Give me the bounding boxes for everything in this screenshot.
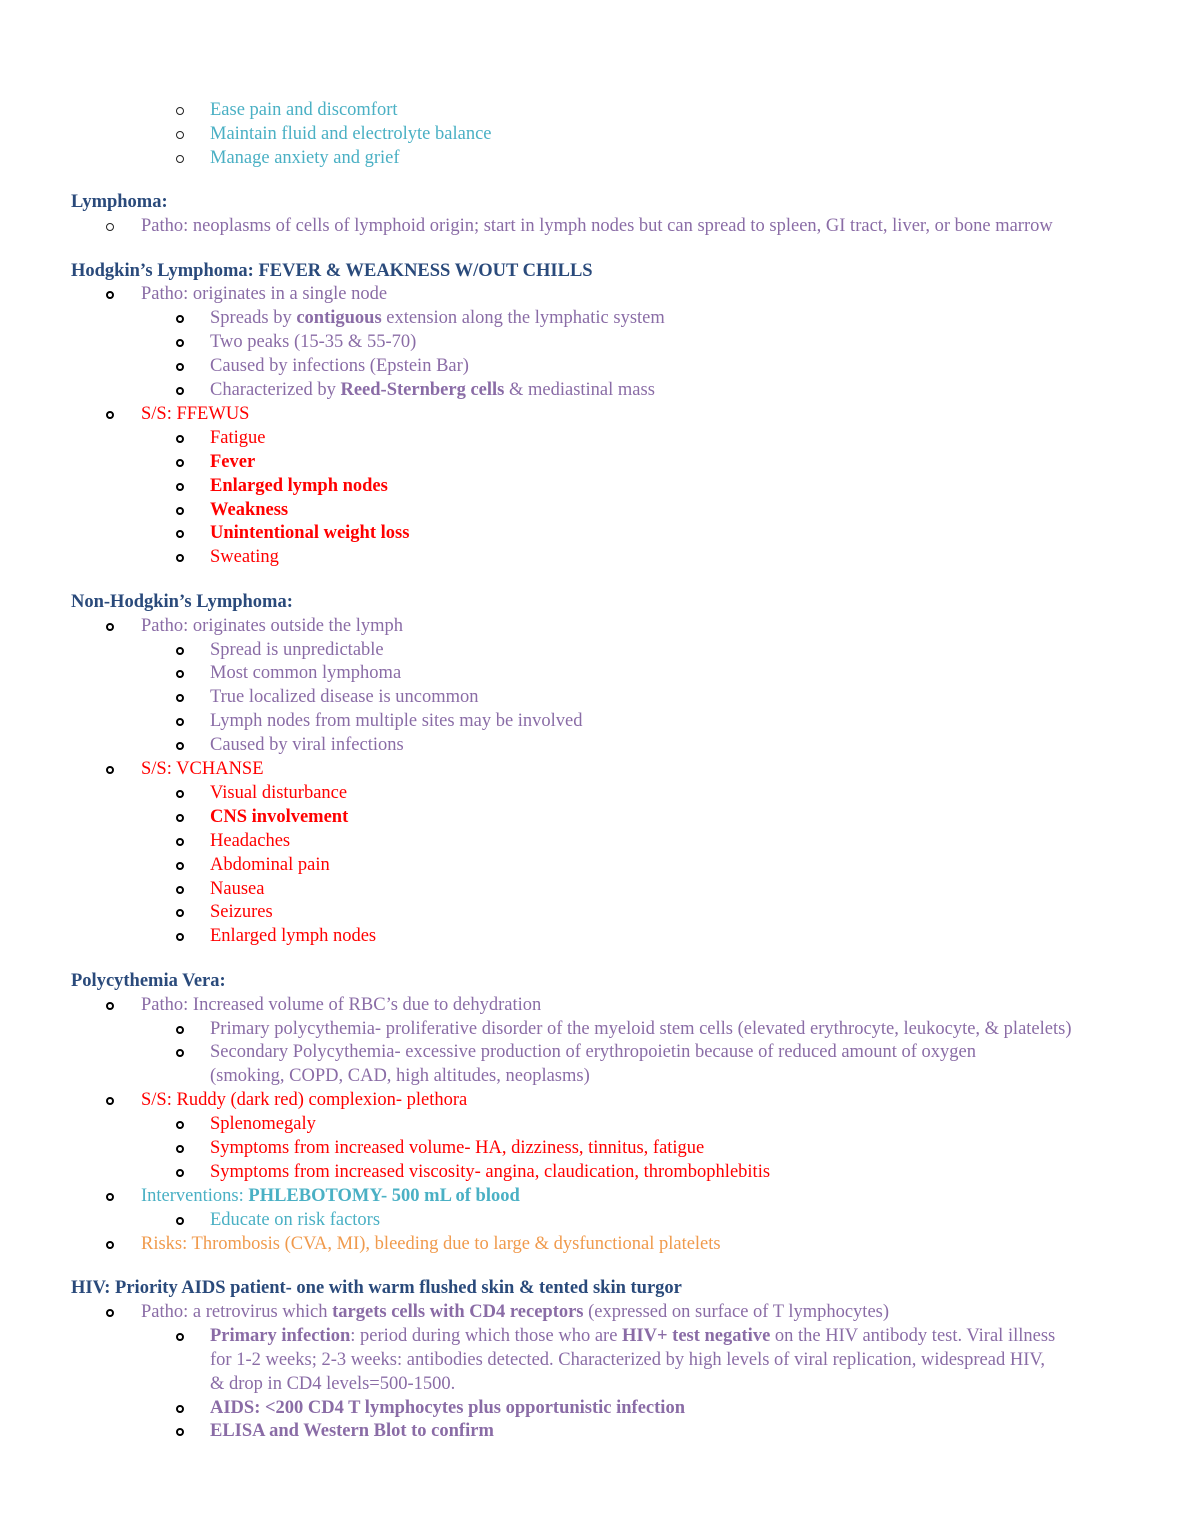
- list-item-text: [210, 1064, 590, 1088]
- list-item-text: [141, 1232, 721, 1256]
- list-item-text: [210, 378, 655, 402]
- bullet-circle-icon: [176, 507, 184, 515]
- bullet-circle-icon: [176, 131, 184, 139]
- bullet-circle-icon: [176, 742, 184, 750]
- bullet-circle-icon: [176, 670, 184, 678]
- text-run: Abdominal pain: [210, 854, 330, 875]
- section-heading: [71, 259, 593, 283]
- list-item-text: [141, 1184, 520, 1208]
- text-run: Patho: a retrovirus which: [141, 1301, 333, 1322]
- text-run: extension along the lymphatic system: [381, 308, 665, 329]
- text-run: S/S: VCHANSE: [141, 759, 264, 779]
- list-item-text: [210, 146, 400, 170]
- text-run: Polycythemia Vera:: [71, 970, 226, 991]
- text-run: Symptoms from increased volume- HA, dizziness, tinnitus, fatigue: [210, 1138, 705, 1158]
- bullet-circle-icon: [176, 1026, 184, 1034]
- text-run: Primary infection: [210, 1325, 351, 1346]
- list-item-text: [210, 1112, 316, 1136]
- text-run: Reed-Sternberg cells: [340, 380, 505, 400]
- list-item-text: [210, 638, 384, 662]
- bullet-circle-icon: [176, 363, 184, 371]
- text-run: Spreads by: [210, 308, 297, 329]
- bullet-circle-icon: [176, 1405, 184, 1413]
- list-item-text: [141, 993, 541, 1017]
- text-run: Lymphoma:: [71, 192, 168, 213]
- bullet-circle-icon: [176, 459, 184, 467]
- list-item-text: [141, 1300, 889, 1324]
- bullet-circle-icon: [176, 1169, 184, 1177]
- bullet-circle-icon: [176, 530, 184, 538]
- text-run: S/S: FFEWUS: [141, 403, 250, 424]
- section-heading: [71, 190, 168, 214]
- list-item-text: [210, 685, 479, 709]
- list-item-text: [210, 661, 401, 685]
- text-run: Primary polycythemia- proliferative disorder of the myeloid stem cells (elevated erythrocyte, leukocyte, & platelets): [210, 1018, 1072, 1039]
- list-item-text: [141, 282, 387, 306]
- text-run: Nausea: [210, 878, 265, 899]
- text-run: Symptoms from increased viscosity- angina, claudication, thrombophlebitis: [210, 1161, 771, 1182]
- bullet-circle-icon: [106, 223, 114, 231]
- bullet-circle-icon: [106, 1309, 114, 1317]
- text-run: Weakness: [210, 499, 289, 520]
- text-run: PHLEBOTOMY- 500 mL of blood: [248, 1185, 520, 1206]
- list-item-text: [210, 1040, 976, 1064]
- text-run: ELISA and Western Blot to confirm: [210, 1421, 494, 1442]
- text-run: Most common lymphoma: [210, 663, 402, 684]
- list-item-text: [210, 545, 279, 569]
- text-run: contiguous: [296, 308, 382, 329]
- text-run: Educate on risk factors: [210, 1209, 381, 1230]
- section-heading: [71, 1276, 682, 1300]
- text-run: Patho: neoplasms of cells of lymphoid origin; start in lymph nodes but can spread to spleen, GI tract, liver, or bone marrow: [141, 216, 1053, 237]
- list-item-text: [210, 1372, 455, 1396]
- text-run: Seizures: [210, 902, 273, 923]
- bullet-circle-icon: [176, 107, 184, 115]
- bullet-circle-icon: [176, 554, 184, 562]
- bullet-circle-icon: [176, 647, 184, 655]
- list-item-text: [210, 900, 273, 924]
- bullet-circle-icon: [176, 339, 184, 347]
- list-item-text: [210, 474, 388, 498]
- bullet-circle-icon: [176, 838, 184, 846]
- text-run: Unintentional weight loss: [210, 523, 410, 544]
- section-heading: [71, 590, 293, 614]
- list-item-text: [210, 426, 266, 450]
- text-run: Risks: Thrombosis (CVA, MI), bleeding due to large & dysfunctional platelets: [141, 1233, 721, 1254]
- bullet-circle-icon: [106, 411, 114, 419]
- bullet-circle-icon: [176, 790, 184, 798]
- text-run: Manage anxiety and grief: [210, 147, 400, 168]
- list-item-text: [210, 1017, 1072, 1041]
- text-run: & mediastinal mass: [504, 380, 655, 400]
- list-item-text: [210, 1348, 1045, 1372]
- bullet-circle-icon: [176, 718, 184, 726]
- bullet-circle-icon: [106, 766, 114, 774]
- text-run: Two peaks (15-35 & 55-70): [210, 332, 417, 353]
- bullet-circle-icon: [176, 909, 184, 917]
- list-item-text: [210, 781, 347, 805]
- bullet-circle-icon: [176, 886, 184, 894]
- list-item-text: [210, 330, 416, 354]
- list-item-text: [210, 98, 398, 122]
- text-run: AIDS: <200 CD4 T lymphocytes plus opportunistic infection: [210, 1397, 685, 1418]
- list-item-text: [210, 924, 376, 948]
- list-item-text: [210, 1160, 770, 1184]
- text-run: Splenomegaly: [210, 1114, 316, 1135]
- text-run: Visual disturbance: [210, 782, 348, 803]
- text-run: Patho: originates outside the lymph: [141, 615, 404, 636]
- bullet-circle-icon: [176, 814, 184, 822]
- text-run: Fatigue: [210, 427, 266, 448]
- text-run: Non-Hodgkin’s Lymphoma:: [71, 591, 293, 612]
- list-item-text: [210, 1396, 685, 1420]
- bullet-circle-icon: [106, 1193, 114, 1201]
- bullet-circle-icon: [106, 623, 114, 631]
- text-run: CNS involvement: [210, 806, 349, 827]
- list-item-text: [210, 306, 665, 330]
- text-run: Patho: Increased volume of RBC’s due to dehydration: [141, 994, 542, 1015]
- text-run: Characterized by: [210, 380, 341, 400]
- text-run: Caused by infections (Epstein Bar): [210, 356, 469, 377]
- list-item-text: [210, 1419, 494, 1443]
- text-run: Spread is unpredictable: [210, 639, 384, 660]
- text-run: HIV+ test negative: [622, 1325, 771, 1346]
- text-run: True localized disease is uncommon: [210, 687, 479, 708]
- bullet-circle-icon: [176, 435, 184, 443]
- text-run: Lymph nodes from multiple sites may be involved: [210, 711, 583, 732]
- text-run: Caused by viral infections: [210, 735, 404, 756]
- list-item-text: [141, 214, 1053, 238]
- list-item-text: [210, 709, 583, 733]
- bullet-circle-icon: [176, 483, 184, 491]
- bullet-circle-icon: [176, 1217, 184, 1225]
- text-run: (expressed on surface of T lymphocytes): [583, 1301, 890, 1322]
- list-item-text: [141, 402, 249, 426]
- bullet-circle-icon: [176, 1121, 184, 1129]
- bullet-circle-icon: [176, 1145, 184, 1153]
- text-run: Sweating: [210, 547, 279, 568]
- bullet-circle-icon: [176, 315, 184, 323]
- section-heading: [71, 969, 226, 993]
- text-run: S/S: Ruddy (dark red) complexion- plethora: [141, 1090, 468, 1111]
- text-run: targets cells with CD4 receptors: [332, 1301, 584, 1322]
- bullet-circle-icon: [106, 1241, 114, 1249]
- text-run: Patho: originates in a single node: [141, 284, 388, 305]
- bullet-circle-icon: [176, 155, 184, 163]
- bullet-circle-icon: [176, 1049, 184, 1057]
- text-run: (smoking, COPD, CAD, high altitudes, neoplasms): [210, 1066, 590, 1087]
- list-item-text: [210, 354, 469, 378]
- text-run: Enlarged lymph nodes: [210, 475, 388, 496]
- list-item-text: [210, 853, 330, 877]
- text-run: Interventions:: [141, 1185, 249, 1206]
- bullet-circle-icon: [176, 1333, 184, 1341]
- bullet-circle-icon: [176, 694, 184, 702]
- list-item-text: [210, 1136, 704, 1160]
- text-run: Headaches: [210, 830, 291, 851]
- text-run: Fever: [210, 451, 256, 472]
- list-item-text: [210, 733, 404, 757]
- text-run: Hodgkin’s Lymphoma: FEVER & WEAKNESS W/OUT CHILLS: [71, 260, 593, 281]
- bullet-circle-icon: [176, 933, 184, 941]
- bullet-circle-icon: [106, 291, 114, 299]
- text-run: for 1-2 weeks; 2-3 weeks: antibodies detected. Characterized by high levels of viral replication, widespread HIV,: [210, 1349, 1045, 1370]
- list-item-text: [210, 122, 492, 146]
- list-item-text: [210, 521, 409, 545]
- list-item-text: [141, 614, 403, 638]
- bullet-circle-icon: [176, 1428, 184, 1436]
- text-run: Secondary Polycythemia- excessive production of erythropoietin because of reduced amount of oxygen: [210, 1042, 976, 1063]
- text-run: Maintain fluid and electrolyte balance: [210, 123, 492, 144]
- list-item-text: [210, 829, 290, 853]
- text-run: Ease pain and discomfort: [210, 100, 398, 120]
- text-run: HIV: Priority AIDS patient- one with warm flushed skin & tented skin turgor: [71, 1278, 682, 1298]
- list-item-text: [141, 757, 264, 781]
- bullet-circle-icon: [106, 1002, 114, 1010]
- list-item-text: [210, 1208, 380, 1232]
- list-item-text: [210, 877, 264, 901]
- list-item-text: [210, 498, 288, 522]
- text-run: Enlarged lymph nodes: [210, 926, 377, 947]
- list-item-text: [210, 450, 255, 474]
- list-item-text: [210, 1324, 1055, 1348]
- text-run: : period during which those who are: [350, 1325, 623, 1346]
- list-item-text: [141, 1088, 467, 1112]
- bullet-circle-icon: [176, 387, 184, 395]
- text-run: on the HIV antibody test. Viral illness: [770, 1325, 1056, 1346]
- text-run: & drop in CD4 levels=500-1500.: [210, 1373, 456, 1394]
- bullet-circle-icon: [106, 1097, 114, 1105]
- list-item-text: [210, 805, 348, 829]
- bullet-circle-icon: [176, 862, 184, 870]
